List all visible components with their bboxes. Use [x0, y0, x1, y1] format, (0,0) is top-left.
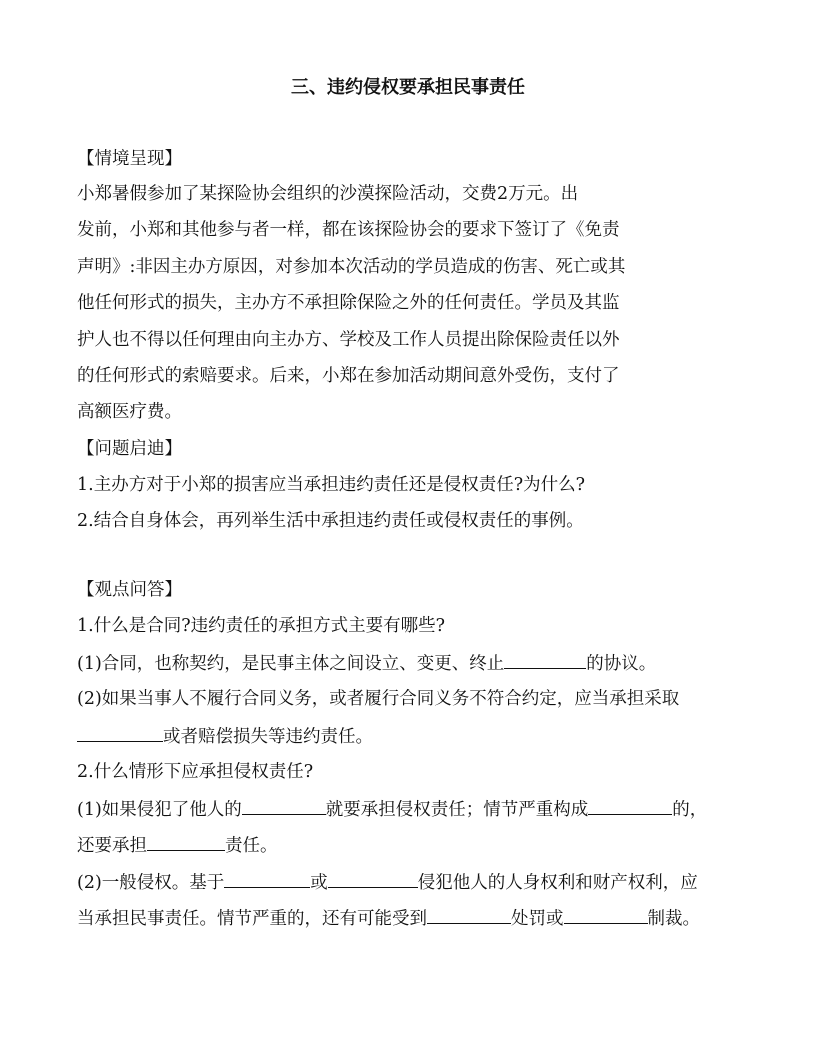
scenario-line: 的任何形式的索赔要求。后来，小郑在参加活动期间意外受伤，支付了 — [77, 366, 620, 386]
answer-text: 的， — [672, 800, 708, 820]
section-heading-scenario: 【情境呈现】 — [77, 149, 182, 169]
answer-text: 当承担民事责任。情节严重的，还有可能受到 — [77, 909, 427, 929]
answer-question-1: 1.什么是合同?违约责任的承担方式主要有哪些? — [77, 616, 445, 636]
fill-in-blank[interactable] — [77, 723, 163, 742]
question-2: 2.结合自身体会，再列举生活中承担违约责任或侵权责任的事例。 — [77, 511, 584, 531]
fill-in-blank[interactable] — [147, 832, 225, 851]
answer-text: 就要承担侵权责任；情节严重构成 — [325, 800, 589, 820]
answer-text: 侵犯他人的人身权利和财产权利，应 — [417, 873, 698, 893]
scenario-line: 护人也不得以任何理由向主办方、学校及工作人员提出除保险责任以外 — [77, 330, 620, 350]
answer-text: 的协议。 — [586, 654, 657, 674]
answer-text: (1)如果侵犯了他人的 — [77, 800, 242, 820]
section-heading-questions: 【问题启迪】 — [77, 439, 182, 459]
answer-text: 或者赔偿损失等违约责任。 — [163, 727, 373, 747]
answer-text: 或 — [310, 873, 328, 893]
answer-line-general-tort — [77, 869, 698, 895]
fill-in-blank[interactable] — [564, 905, 648, 924]
answer-text: (2)一般侵权。基于 — [77, 873, 225, 893]
answer-text: 处罚或 — [511, 909, 564, 929]
fill-in-blank[interactable] — [504, 650, 586, 669]
scenario-line: 发前，小郑和其他参与者一样，都在该探险协会的要求下签订了《免责 — [77, 220, 620, 240]
question-1: 1.主办方对于小郑的损害应当承担违约责任还是侵权责任?为什么? — [77, 475, 585, 495]
answer-text: 制裁。 — [647, 909, 700, 929]
answer-line-general-tort-2 — [77, 905, 700, 931]
scenario-line: 小郑暑假参加了某探险协会组织的沙漠探险活动，交费2万元。出 — [77, 184, 579, 204]
fill-in-blank[interactable] — [588, 796, 672, 815]
scenario-line: 高额医疗费。 — [77, 402, 182, 422]
answer-line-breach-2 — [77, 723, 373, 749]
answer-line-contract — [77, 650, 656, 676]
scenario-line: 他任何形式的损失，主办方不承担除保险之外的任何责任。学员及其监 — [77, 293, 620, 313]
answer-line-breach: (2)如果当事人不履行合同义务，或者履行合同义务不符合约定，应当承担采取 — [77, 689, 680, 709]
answer-line-tort — [77, 796, 707, 822]
section-heading-answers: 【观点问答】 — [77, 580, 182, 600]
fill-in-blank[interactable] — [242, 796, 326, 815]
page-title: 三、违约侵权要承担民事责任 — [291, 77, 525, 98]
answer-line-tort-2 — [77, 832, 278, 858]
answer-question-2: 2.什么情形下应承担侵权责任? — [77, 762, 314, 782]
fill-in-blank[interactable] — [328, 869, 418, 888]
answer-text: 责任。 — [225, 836, 278, 856]
answer-text: (1)合同，也称契约，是民事主体之间设立、变更、终止 — [77, 654, 505, 674]
fill-in-blank[interactable] — [427, 905, 511, 924]
answer-text: 还要承担 — [77, 836, 147, 856]
scenario-line: 声明》:非因主办方原因，对参加本次活动的学员造成的伤害、死亡或其 — [77, 257, 626, 277]
fill-in-blank[interactable] — [224, 869, 310, 888]
